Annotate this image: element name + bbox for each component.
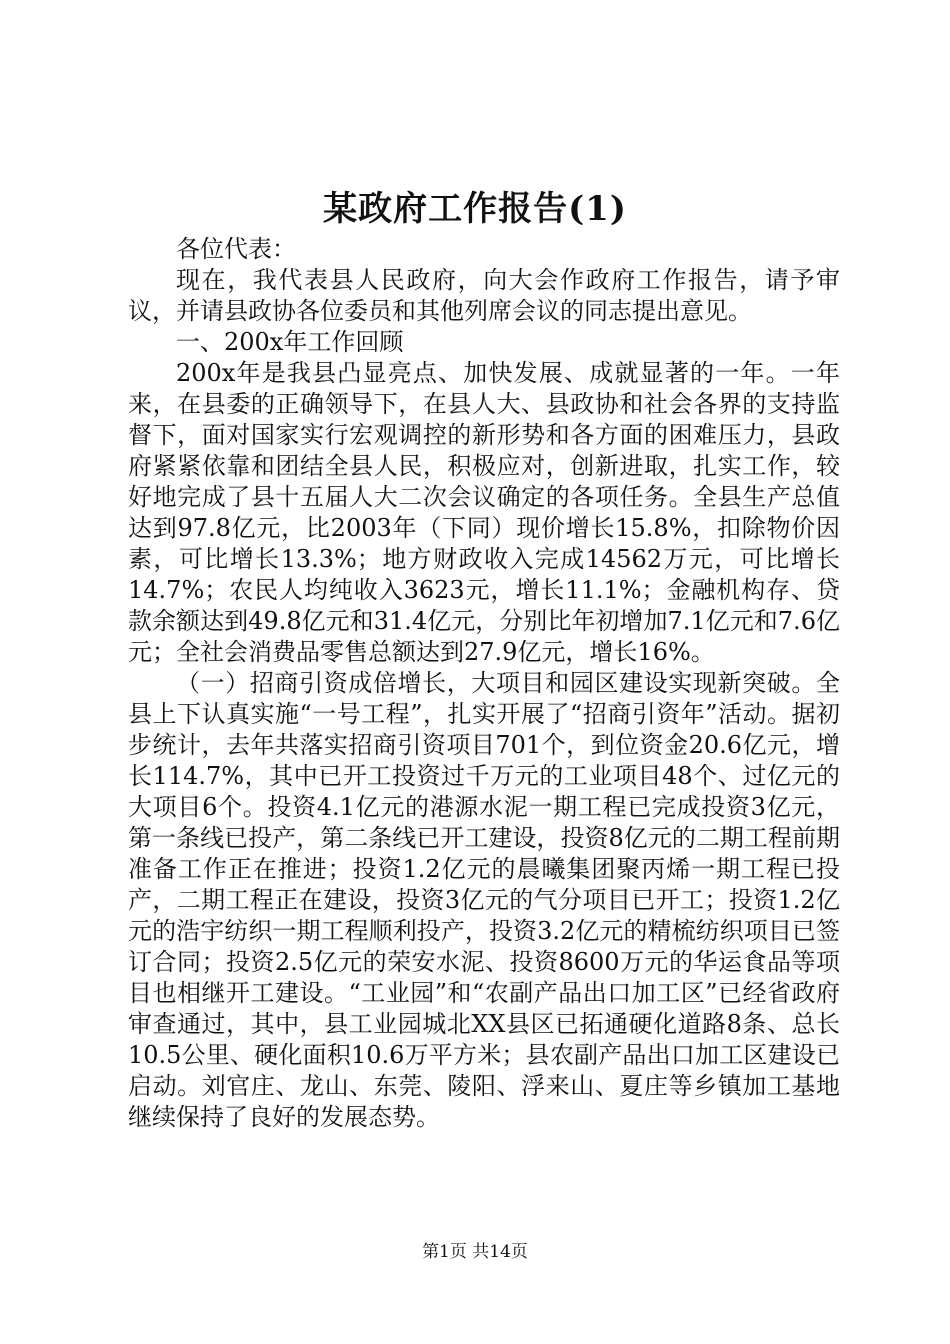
paragraph-investment: （一）招商引资成倍增长，大项目和园区建设实现新突破。全县上下认真实施“一号工程”，扎实开展了“招商引资年”活动。据初步统计，去年共落实招商引资项目701个，到位资金20.6亿元，增长114.7%，其中已开工投资过千万元的工业项目48个、过亿元的大项目6个。投资4.1亿元的港源水泥一期工程已完成投资3亿元，第一条线已投产，第二条线已开工建设，投资8亿元的二期工程前期准备工作正在推进；投资1.2亿元的晨曦集团聚丙烯一期工程已投产，二期工程正在建设，投资3亿元的气分项目已开工；投资1.2亿元的浩宇纺织一期工程顺利投产，投资3.2亿元的精梳纺织项目已签订合同；投资2.5亿元的荣安水泥、投资8600万元的华运食品等项目也相继开工建设。“工业园”和“农副产品出口加工区”已经省政府审查通过，其中，县工业园城北XX县区已拓通硬化道路8条、总长10.5公里、硬化面积10.6万平方米；县农副产品出口加工区建设已启动。刘官庄、龙山、东莞、陵阳、浮来山、夏庄等乡镇加工基地继续保持了良好的发展态势。	[128, 669, 840, 1131]
document-title: 某政府工作报告(1)	[323, 189, 627, 229]
paragraph-salutation: 各位代表：	[176, 235, 296, 263]
paragraph-review: 200x年是我县凸显亮点、加快发展、成就显著的一年。一年来，在县委的正确领导下，在县人大、县政协和社会各界的支持监督下，面对国家实行宏观调控的新形势和各方面的困难压力，县政府紧紧依靠和团结全县人民，积极应对，创新进取，扎实工作，较好地完成了县十五届人大二次会议确定的各项任务。全县生产总值达到97.8亿元，比2003年（下同）现价增长15.8%，扣除物价因素，可比增长13.3%；地方财政收入完成14562万元，可比增长14.7%；农民人均纯收入3623元，增长11.1%；金融机构存、贷款余额达到49.8亿元和31.4亿元，分别比年初增加7.1亿元和7.6亿元；全社会消费品零售总额达到27.9亿元，增长16%。	[128, 359, 840, 666]
section-heading: 一、200x年工作回顾	[176, 328, 404, 356]
document-body	[128, 234, 840, 1133]
page-footer: 第1页 共14页	[422, 1242, 528, 1262]
paragraph-intro: 现在，我代表县人民政府，向大会作政府工作报告，请予审议，并请县政协各位委员和其他列席会议的同志提出意见。	[128, 266, 840, 325]
